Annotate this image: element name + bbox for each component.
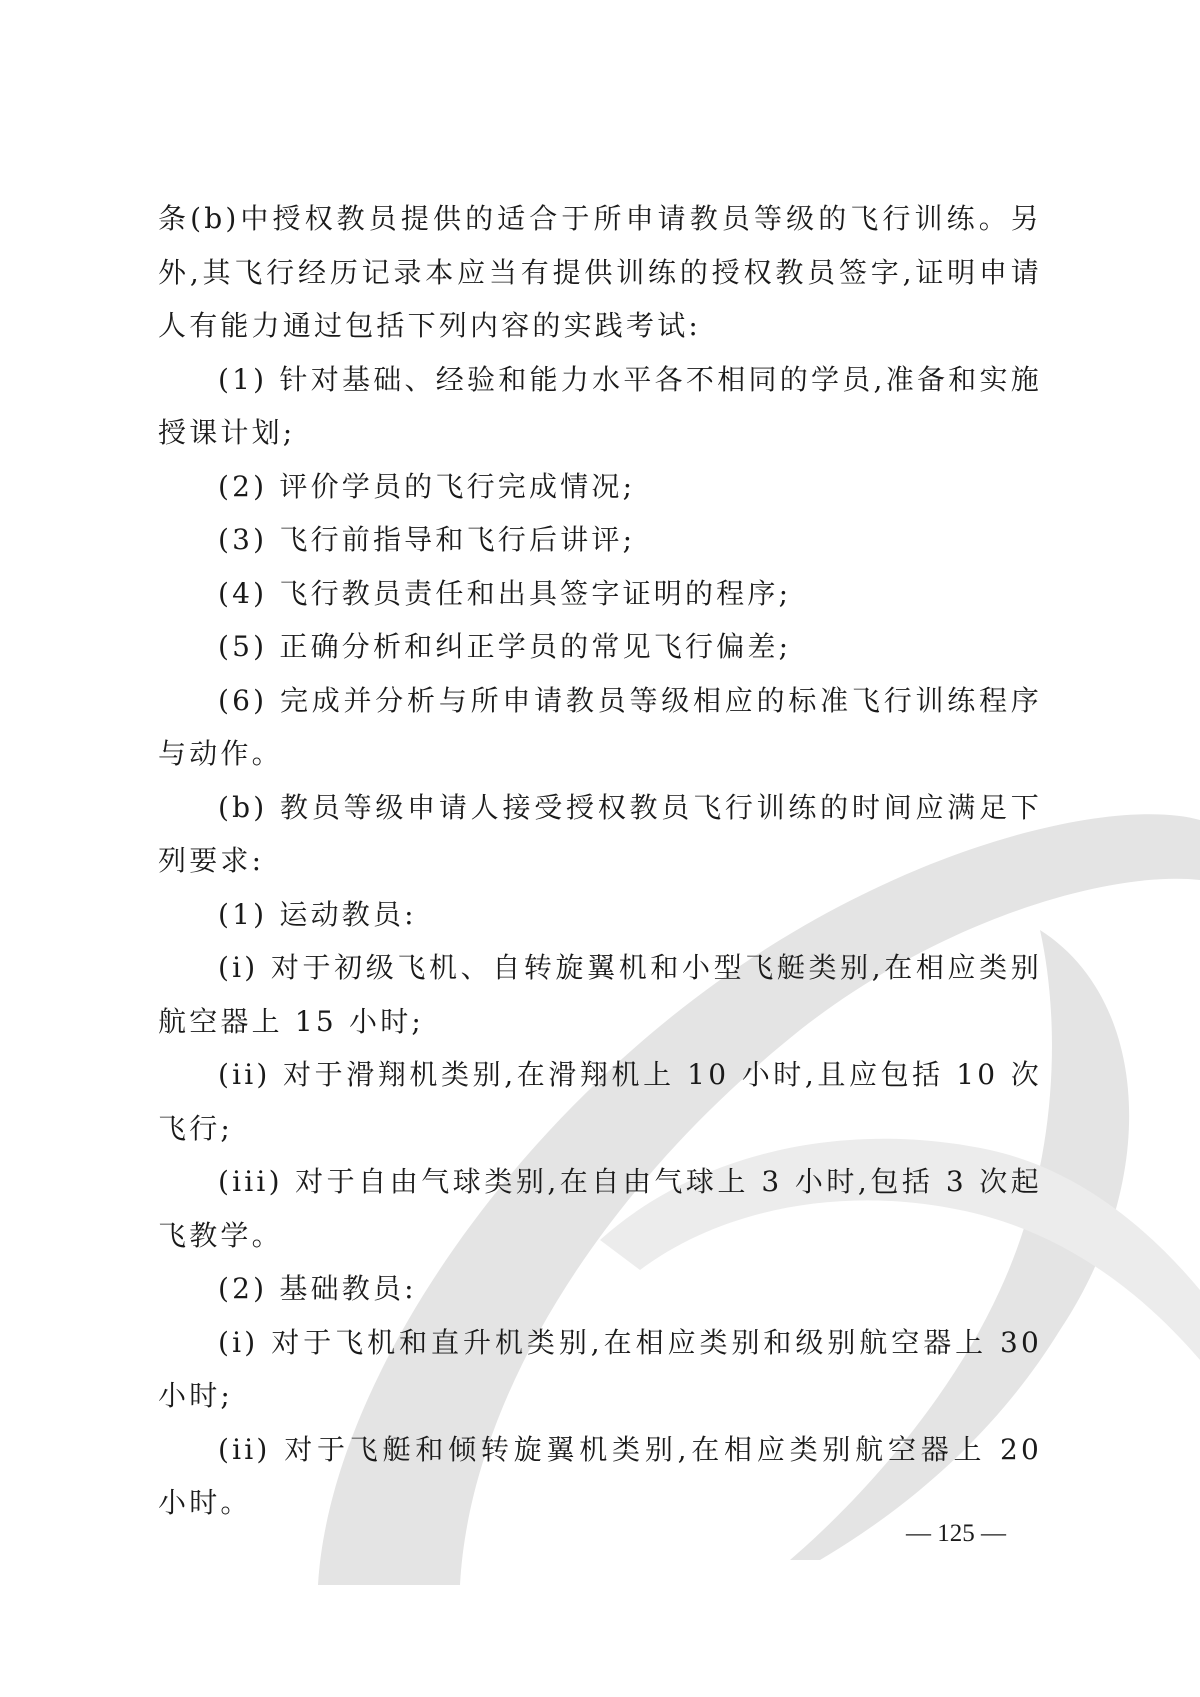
list-item: (3) 飞行前指导和飞行后讲评;: [218, 523, 636, 556]
list-item: (ii) 对于飞艇和倾转旋翼机类别,在相应类别航空器上 20 小时。: [158, 1432, 1042, 1519]
list-item: (2) 评价学员的飞行完成情况;: [218, 469, 636, 503]
list-item: (iii) 对于自由气球类别,在自由气球上 3 小时,包括 3 次起飞教学。: [158, 1165, 1042, 1252]
list-item: (i) 对于初级飞机、自转旋翼机和小型飞艇类别,在相应类别航空器上 15 小时;: [158, 951, 1042, 1038]
paragraph-continuation: 条(b)中授权教员提供的适合于所申请教员等级的飞行训练。另外,其飞行经历记录本应当有提供训练的授权教员签字,证明申请人有能力通过包括下列内容的实践考试:: [158, 202, 1042, 342]
list-item: (6) 完成并分析与所申请教员等级相应的标准飞行训练程序与动作。: [158, 683, 1042, 770]
list-item: (i) 对于飞机和直升机类别,在相应类别和级别航空器上 30 小时;: [158, 1325, 1042, 1412]
list-item: (1) 针对基础、经验和能力水平各不相同的学员,准备和实施授课计划;: [158, 362, 1042, 449]
section-paragraph: (b) 教员等级申请人接受授权教员飞行训练的时间应满足下列要求:: [158, 790, 1042, 877]
list-item: (ii) 对于滑翔机类别,在滑翔机上 10 小时,且应包括 10 次飞行;: [158, 1058, 1042, 1145]
subsection-heading: (1) 运动教员:: [218, 897, 417, 931]
page-number: — 125 —: [906, 1520, 1006, 1547]
document-body: [158, 192, 1042, 1530]
list-item: (4) 飞行教员责任和出具签字证明的程序;: [218, 576, 792, 610]
subsection-heading: (2) 基础教员:: [218, 1272, 417, 1305]
list-item: (5) 正确分析和纠正学员的常见飞行偏差;: [218, 630, 792, 663]
